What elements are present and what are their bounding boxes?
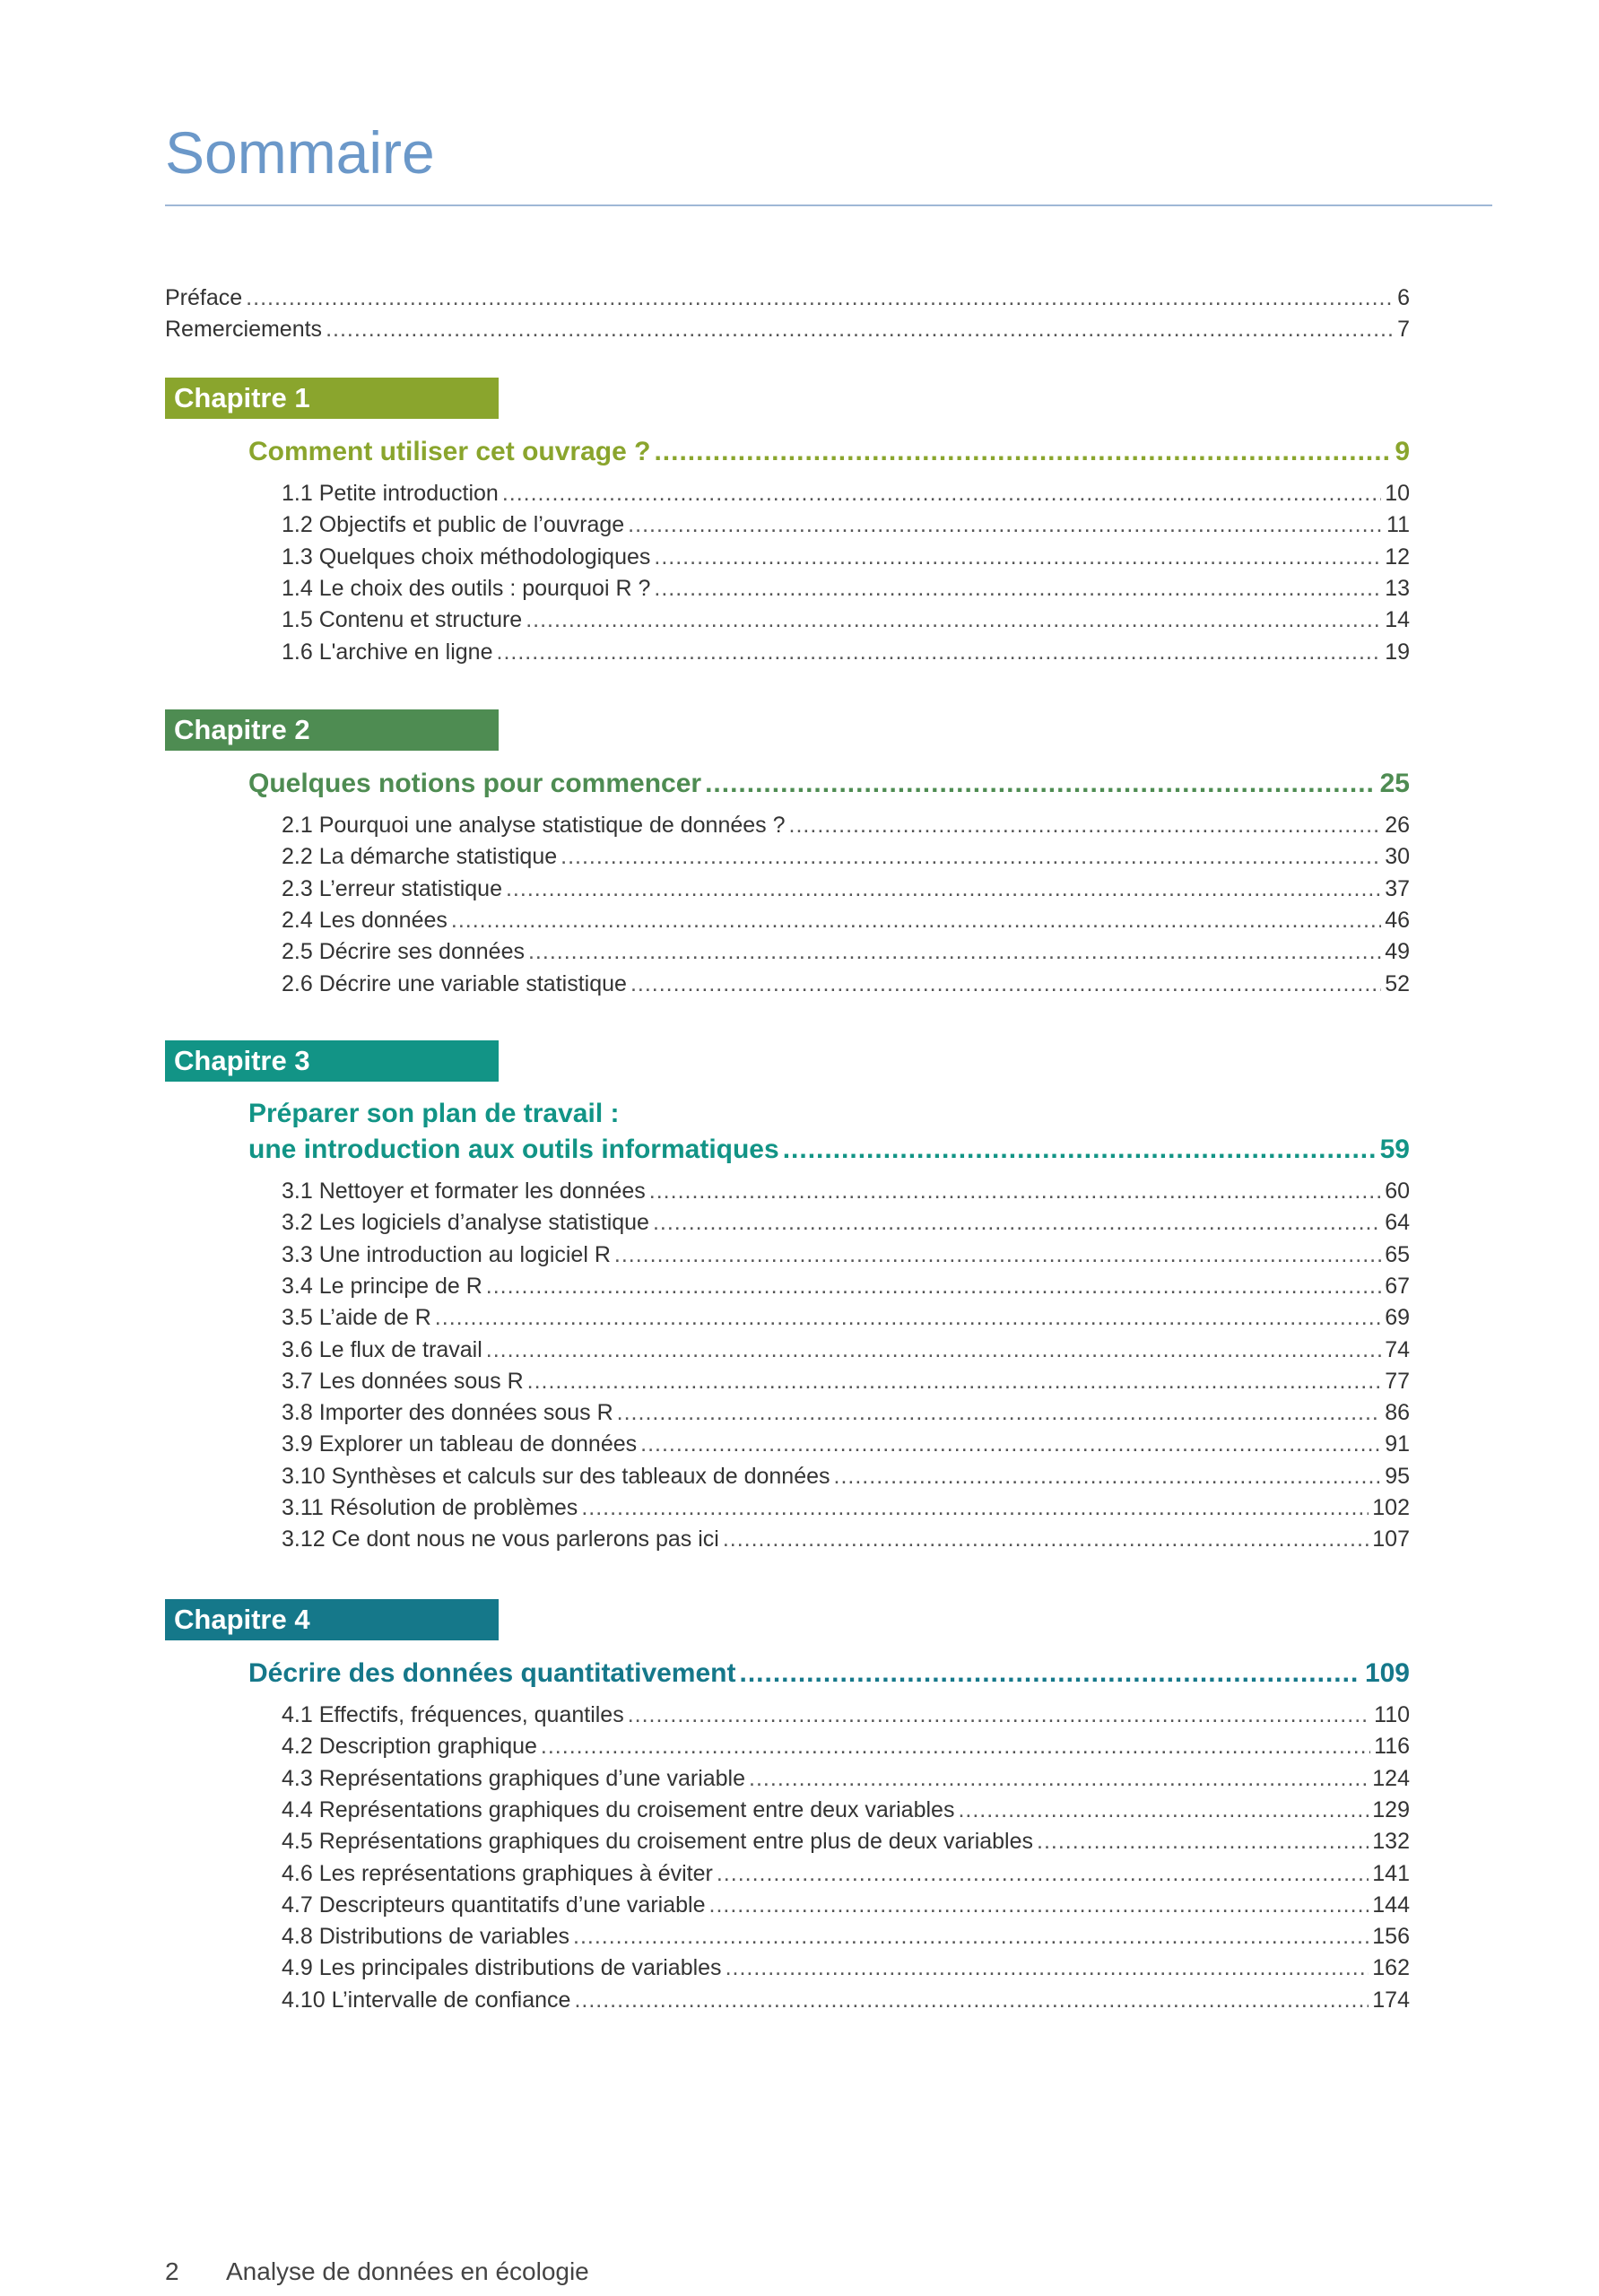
chapter-badge-4: Chapitre 4 (165, 1599, 499, 1640)
toc-entry[interactable] (282, 1301, 1410, 1334)
toc-entry[interactable] (282, 1492, 1410, 1524)
toc-entry[interactable] (282, 1334, 1410, 1366)
toc-entry-page: 12 (1385, 544, 1410, 570)
toc-entry[interactable] (282, 1762, 1410, 1795)
toc-entry-page: 110 (1374, 1702, 1410, 1727)
toc-entry[interactable] (282, 572, 1410, 604)
toc-entry-page: 65 (1385, 1242, 1410, 1267)
chapter-title-page: 9 (1395, 437, 1410, 466)
leader-dots (435, 1301, 1381, 1334)
toc-entry[interactable] (282, 1699, 1410, 1731)
chapter-title-line: Préparer son plan de travail : (248, 1099, 620, 1128)
toc-entry-page: 124 (1372, 1766, 1410, 1791)
toc-entry-page: 67 (1385, 1274, 1410, 1299)
chapter-title-page: 109 (1364, 1658, 1410, 1688)
leader-dots (653, 1206, 1381, 1239)
leader-dots (726, 1952, 1369, 1984)
toc-entry-page: 86 (1385, 1400, 1410, 1425)
toc-entry-label: 3.1 Nettoyer et formater les données (282, 1178, 646, 1204)
toc-entry-page: 7 (1397, 317, 1410, 342)
toc-entry[interactable] (282, 1889, 1410, 1921)
toc-entry-page: 49 (1385, 939, 1410, 964)
toc-entry-label: 1.3 Quelques choix méthodologiques (282, 544, 651, 570)
toc-entry-label: Préface (165, 285, 243, 310)
toc-entry[interactable] (282, 809, 1410, 841)
toc-entry-page: 77 (1385, 1369, 1410, 1394)
toc-entry-page: 91 (1385, 1431, 1410, 1457)
toc-entry[interactable] (282, 1920, 1410, 1952)
toc-entry-label: 4.2 Description graphique (282, 1734, 537, 1759)
toc-entry-label: 4.3 Représentations graphiques d’une variable (282, 1766, 746, 1791)
toc-entry[interactable] (282, 1952, 1410, 1984)
toc-entry-label: 2.3 L’erreur statistique (282, 876, 502, 901)
leader-dots (783, 1130, 1375, 1170)
toc-entry-page: 144 (1372, 1892, 1410, 1918)
leader-dots (1037, 1825, 1369, 1857)
toc-entry-label: 2.5 Décrire ses données (282, 939, 525, 964)
title-rule (165, 204, 1492, 206)
toc-entry[interactable] (282, 1794, 1410, 1826)
footer-page-number: 2 (165, 2257, 179, 2285)
toc-entry-label: 2.6 Décrire une variable statistique (282, 971, 627, 996)
toc-entry-page: 64 (1385, 1210, 1410, 1235)
toc-entry-label: 3.12 Ce dont nous ne vous parlerons pas ici (282, 1526, 719, 1552)
toc-entry[interactable] (282, 509, 1410, 541)
toc-entry[interactable] (282, 873, 1410, 905)
leader-dots (958, 1794, 1369, 1826)
toc-entry[interactable] (282, 1396, 1410, 1429)
toc-entry-label: 4.6 Les représentations graphiques à éviter (282, 1861, 713, 1886)
leader-dots (526, 604, 1381, 636)
toc-entry-page: 69 (1385, 1305, 1410, 1330)
toc-entry[interactable] (282, 1428, 1410, 1460)
leader-dots (654, 432, 1389, 472)
chapter-title-page: 25 (1379, 769, 1410, 798)
leader-dots (709, 1889, 1369, 1921)
toc-entry-label: 1.5 Contenu et structure (282, 607, 523, 632)
toc-entry[interactable] (282, 1825, 1410, 1857)
toc-entry-page: 6 (1397, 285, 1410, 310)
leader-dots (705, 764, 1375, 804)
toc-entry[interactable] (282, 1239, 1410, 1271)
toc-entry[interactable] (282, 541, 1410, 573)
toc-entry-label: 1.6 L'archive en ligne (282, 639, 493, 665)
leader-dots (740, 1654, 1360, 1693)
leader-dots (502, 477, 1381, 509)
toc-entry-page: 74 (1385, 1337, 1410, 1362)
leader-dots (649, 1175, 1381, 1207)
toc-entry-label: 3.9 Explorer un tableau de données (282, 1431, 638, 1457)
toc-entry-page: 46 (1385, 908, 1410, 933)
toc-entry-label: 2.4 Les données (282, 908, 448, 933)
leader-dots (630, 968, 1381, 1000)
leader-dots (654, 541, 1381, 573)
leader-dots (527, 1365, 1382, 1397)
toc-entry-label: 4.1 Effectifs, fréquences, quantiles (282, 1702, 624, 1727)
toc-entry[interactable] (282, 904, 1410, 936)
leader-dots (834, 1460, 1382, 1492)
leader-dots (628, 1699, 1370, 1731)
toc-entry-label: 3.8 Importer des données sous R (282, 1400, 613, 1425)
footer-book-title: Analyse de données en écologie (226, 2257, 589, 2285)
chapter-badge-1: Chapitre 1 (165, 378, 499, 419)
toc-entry[interactable] (282, 1523, 1410, 1555)
toc-entry-page: 129 (1372, 1797, 1410, 1822)
toc-entry-page: 141 (1372, 1861, 1410, 1886)
leader-dots (486, 1334, 1381, 1366)
toc-entry[interactable] (282, 1270, 1410, 1302)
chapter-title-1[interactable] (248, 432, 1410, 472)
toc-entry-label: 3.6 Le flux de travail (282, 1337, 482, 1362)
toc-entry[interactable] (282, 1730, 1410, 1762)
leader-dots (654, 572, 1381, 604)
toc-entry-label: 1.4 Le choix des outils : pourquoi R ? (282, 576, 651, 601)
leader-dots (640, 1428, 1381, 1460)
leader-dots (326, 313, 1394, 345)
toc-entry-page: 13 (1385, 576, 1410, 601)
leader-dots (617, 1396, 1382, 1429)
toc-entry-page: 60 (1385, 1178, 1410, 1204)
leader-dots (749, 1762, 1369, 1795)
toc-entry-page: 19 (1385, 639, 1410, 665)
toc-entry-remerciements[interactable] (165, 313, 1410, 345)
toc-entry[interactable] (282, 840, 1410, 873)
toc-entry[interactable] (282, 1365, 1410, 1397)
leader-dots (789, 809, 1382, 841)
toc-entry-label: 3.11 Résolution de problèmes (282, 1495, 578, 1520)
toc-entry-label: 4.7 Descripteurs quantitatifs d’une variable (282, 1892, 706, 1918)
chapter-title-page: 59 (1379, 1135, 1410, 1164)
toc-entry-page: 116 (1374, 1734, 1410, 1759)
toc-entry-page: 30 (1385, 844, 1410, 869)
leader-dots (573, 1920, 1369, 1952)
toc-entry[interactable] (282, 1175, 1410, 1207)
toc-entry-page: 52 (1385, 971, 1410, 996)
page-title: Sommaire (165, 119, 435, 186)
toc-entry-label: 3.5 L’aide de R (282, 1305, 431, 1330)
toc-entry[interactable] (282, 935, 1410, 968)
chapter-title-label: Comment utiliser cet ouvrage ? (248, 437, 651, 466)
toc-entry-label: 2.2 La démarche statistique (282, 844, 558, 869)
toc-entry-preface[interactable] (165, 282, 1410, 314)
leader-dots (581, 1492, 1369, 1524)
leader-dots (541, 1730, 1370, 1762)
chapter-title-label: Décrire des données quantitativement (248, 1658, 736, 1688)
toc-entry-label: 2.1 Pourquoi une analyse statistique de données ? (282, 813, 786, 838)
chapter-title-3[interactable] (248, 1130, 1410, 1170)
toc-entry-label: 3.2 Les logiciels d’analyse statistique (282, 1210, 649, 1235)
leader-dots (723, 1523, 1369, 1555)
toc-entry-label: 3.4 Le principe de R (282, 1274, 482, 1299)
toc-entry-page: 37 (1385, 876, 1410, 901)
leader-dots (506, 873, 1381, 905)
toc-entry-label: 1.1 Petite introduction (282, 481, 499, 506)
toc-entry-label: 3.3 Une introduction au logiciel R (282, 1242, 611, 1267)
chapter-badge-2: Chapitre 2 (165, 709, 499, 751)
toc-entry-page: 14 (1385, 607, 1410, 632)
leader-dots (614, 1239, 1381, 1271)
leader-dots (451, 904, 1381, 936)
toc-entry-label: 4.4 Représentations graphiques du croisement entre deux variables (282, 1797, 955, 1822)
toc-entry-label: 3.7 Les données sous R (282, 1369, 524, 1394)
toc-entry-page: 102 (1372, 1495, 1410, 1520)
toc-entry-page: 95 (1385, 1464, 1410, 1489)
toc-entry-label: 4.8 Distributions de variables (282, 1924, 569, 1949)
toc-entry-page: 107 (1372, 1526, 1410, 1552)
leader-dots (561, 840, 1381, 873)
toc-entry[interactable] (282, 1206, 1410, 1239)
toc-entry[interactable] (282, 1857, 1410, 1890)
leader-dots (717, 1857, 1369, 1890)
leader-dots (246, 282, 1394, 314)
toc-entry-label: 3.10 Synthèses et calculs sur des tableaux de données (282, 1464, 830, 1489)
leader-dots (528, 935, 1381, 968)
toc-entry-label: 4.5 Représentations graphiques du croisement entre plus de deux variables (282, 1829, 1034, 1854)
chapter-title-2[interactable] (248, 764, 1410, 804)
toc-entry[interactable] (282, 968, 1410, 1000)
toc-entry-label: 4.10 L’intervalle de confiance (282, 1987, 571, 2013)
toc-entry[interactable] (282, 1460, 1410, 1492)
chapter-title-4[interactable] (248, 1654, 1410, 1693)
toc-entry-label: 4.9 Les principales distributions de variables (282, 1955, 722, 1980)
toc-entry-page: 10 (1385, 481, 1410, 506)
chapter-badge-3: Chapitre 3 (165, 1040, 499, 1082)
leader-dots (628, 509, 1383, 541)
leader-dots (574, 1984, 1369, 2016)
toc-entry-page: 156 (1372, 1924, 1410, 1949)
toc-entry-page: 174 (1372, 1987, 1410, 2013)
toc-entry-page: 162 (1372, 1955, 1410, 1980)
toc-entry[interactable] (282, 1984, 1410, 2016)
leader-dots (486, 1270, 1381, 1302)
toc-entry-label: Remerciements (165, 317, 323, 342)
toc-entry-page: 26 (1385, 813, 1410, 838)
toc-entry-page: 11 (1386, 512, 1410, 537)
chapter-title-label: une introduction aux outils informatiques (248, 1135, 779, 1164)
toc-entry-page: 132 (1372, 1829, 1410, 1854)
toc-entry[interactable] (282, 604, 1410, 636)
toc-entry[interactable] (282, 477, 1410, 509)
leader-dots (497, 636, 1382, 668)
toc-entry[interactable] (282, 636, 1410, 668)
toc-entry-label: 1.2 Objectifs et public de l’ouvrage (282, 512, 625, 537)
chapter-title-label: Quelques notions pour commencer (248, 769, 702, 798)
